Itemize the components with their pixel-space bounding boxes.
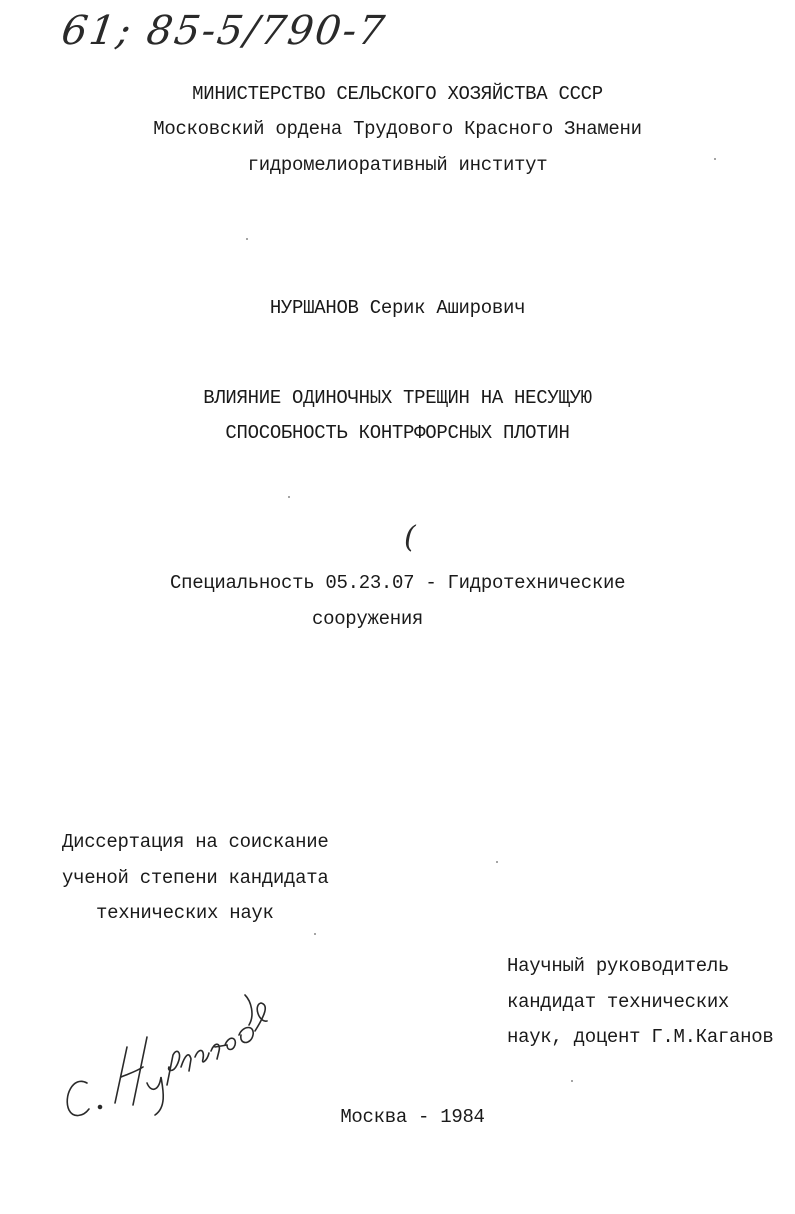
paper-speck [246, 238, 248, 240]
supervisor-line2: кандидат технических [507, 991, 730, 1013]
specialty-line1: Специальность 05.23.07 - Гидротехнические [170, 572, 626, 594]
degree-line1: Диссертация на соискание [62, 831, 329, 853]
paper-speck [496, 861, 498, 863]
dissertation-title-line2: СПОСОБНОСТЬ КОНТРФОРСНЫХ ПЛОТИН [225, 422, 570, 444]
author-name: НУРШАНОВ Серик Аширович [269, 297, 526, 319]
ministry-name: МИНИСТЕРСТВО СЕЛЬСКОГО ХОЗЯЙСТВА СССР [192, 83, 603, 105]
supervisor-line3: наук, доцент Г.М.Каганов [507, 1026, 774, 1048]
paper-speck [314, 933, 316, 935]
paper-speck [571, 1080, 573, 1082]
specialty-line2: сооружения [312, 608, 424, 630]
dissertation-title-line1: ВЛИЯНИЕ ОДИНОЧНЫХ ТРЕЩИН НА НЕСУЩУЮ [203, 387, 592, 409]
degree-line2: ученой степени кандидата [62, 867, 329, 889]
stray-pen-mark: ( [404, 520, 416, 555]
city-and-year: Москва - 1984 [340, 1106, 485, 1128]
archive-code-handwritten: 61; 85-5/790-7 [58, 8, 389, 54]
paper-speck [714, 158, 716, 160]
author-signature [55, 955, 285, 1125]
supervisor-line1: Научный руководитель [507, 955, 730, 977]
degree-line3: технических наук [96, 902, 274, 924]
institute-name-line2: гидромелиоративный институт [247, 154, 548, 176]
institute-name-line1: Московский ордена Трудового Красного Знамени [153, 118, 642, 140]
paper-speck [288, 496, 290, 498]
